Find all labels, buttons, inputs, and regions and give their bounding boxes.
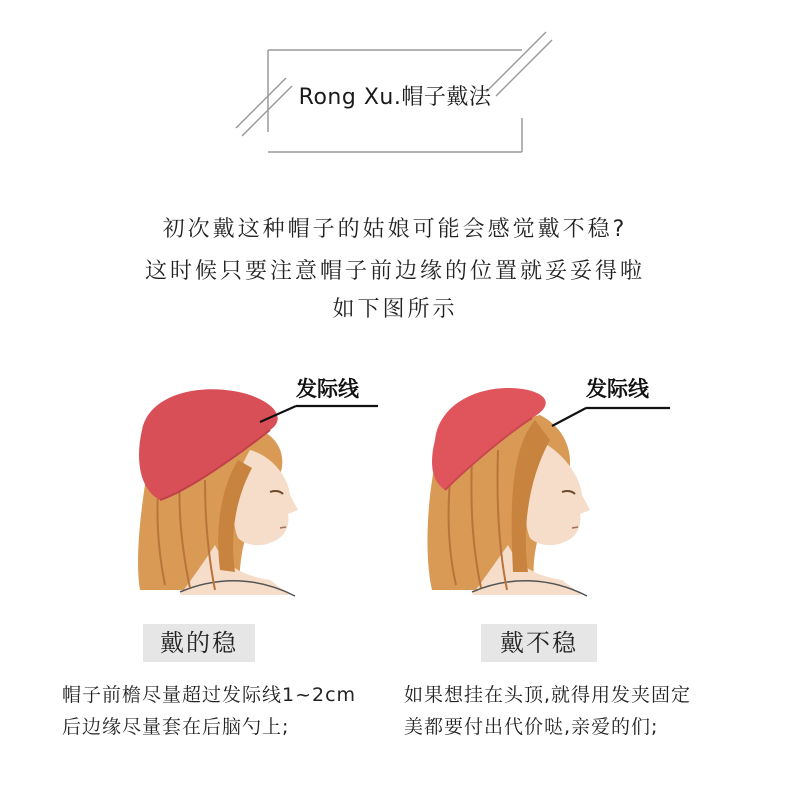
hairline-label-left: 发际线: [296, 377, 359, 401]
desc-unstable-line-2: 美都要付出代价哒,亲爱的们;: [404, 716, 659, 738]
intro-line-2: 这时候只要注意帽子前边缘的位置就妥妥得啦: [144, 259, 645, 284]
intro-line-3: 如下图所示: [332, 297, 458, 322]
caption-stable: 戴的稳: [143, 624, 255, 662]
caption-unstable: 戴不稳: [481, 624, 597, 662]
hairline-label-right: 发际线: [586, 377, 649, 401]
desc-stable-line-2: 后边缘尽量套在后脑勺上;: [62, 716, 290, 738]
intro-line-1: 初次戴这种帽子的姑娘可能会感觉戴不稳?: [162, 217, 628, 242]
page-title: Rong Xu.帽子戴法: [298, 85, 492, 110]
desc-unstable-line-1: 如果想挂在头顶,就得用发夹固定: [404, 684, 692, 706]
desc-stable-line-1: 帽子前檐尽量超过发际线1~2cm: [62, 684, 357, 706]
